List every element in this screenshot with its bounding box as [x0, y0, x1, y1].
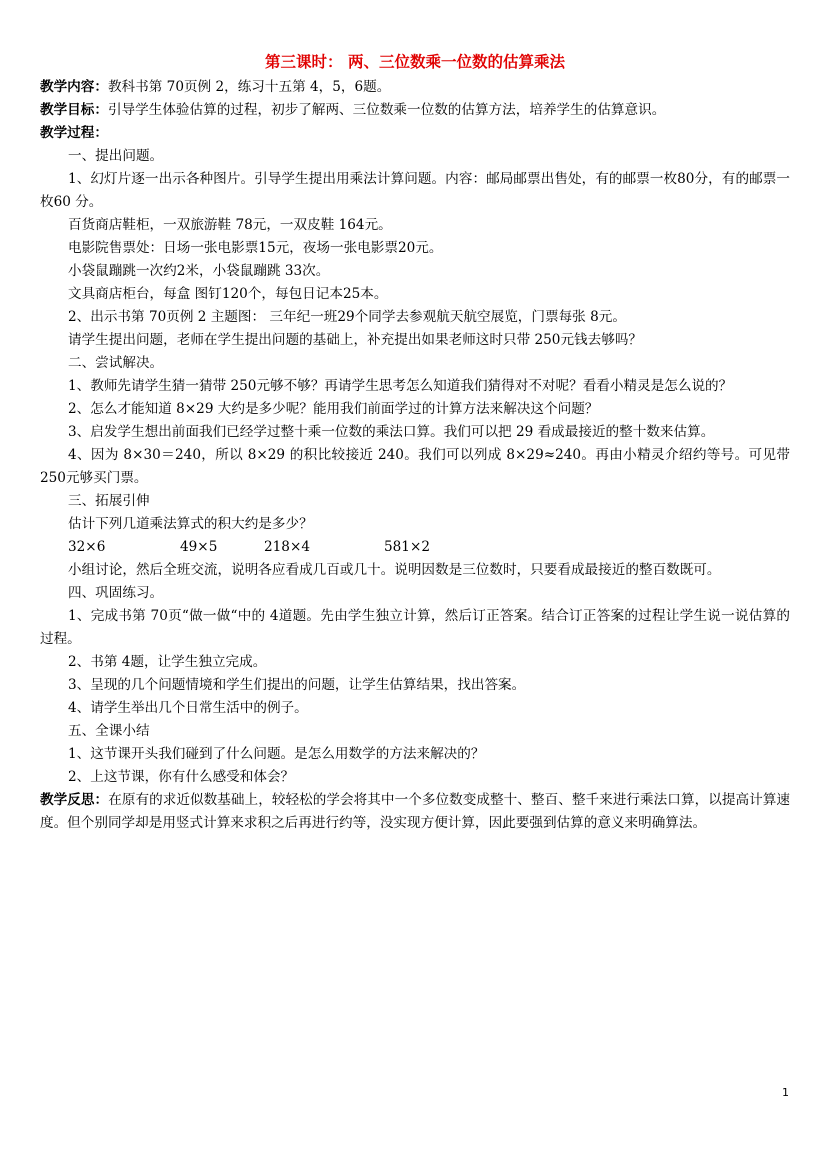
section-3-paragraph: 小组讨论，然后全班交流，说明各应看成几百或几十。说明因数是三位数时，只要看成最接近的整百数既可。 — [68, 562, 721, 578]
expression: 32×6 — [68, 539, 106, 555]
section-1-paragraph: 小袋鼠蹦跳一次约2米，小袋鼠蹦跳 33次。 — [68, 263, 330, 279]
expression: 581×2 — [384, 539, 430, 555]
section-3-paragraph: 估计下列几道乘法算式的积大约是多少？ — [68, 516, 313, 532]
reflection-label: 教学反思： — [40, 792, 109, 808]
expression: 49×5 — [180, 539, 218, 555]
section-2-title: 二、尝试解决。 — [68, 355, 164, 371]
section-5-paragraph: 2、上这节课，你有什么感受和体会？ — [68, 769, 295, 785]
page-title: 第三课时： 两、三位数乘一位数的估算乘法 — [265, 52, 565, 71]
section-4-paragraph: 3、呈现的几个问题情境和学生们提出的问题，让学生估算结果，找出答案。 — [68, 677, 526, 693]
section-1-paragraph: 百货商店鞋柜，一双旅游鞋 78元，一双皮鞋 164元。 — [68, 217, 392, 233]
section-4-paragraph: 4、请学生举出几个日常生活中的例子。 — [68, 700, 308, 716]
goal-label: 教学目标： — [40, 102, 108, 118]
section-4-paragraph: 1、完成书第 70页“做一做“中的 4道题。先由学生独立计算，然后订正答案。结合订正答案的过程让学生说一说估算的过程。 — [40, 608, 790, 647]
expression: 218×4 — [264, 539, 310, 555]
section-1-title: 一、提出问题。 — [68, 148, 164, 164]
expression-row — [40, 536, 790, 559]
section-2-paragraph: 3、启发学生想出前面我们已经学过整十乘一位数的乘法口算。我们可以把 29 看成最接近的整十数来估算。 — [68, 424, 715, 440]
section-5-paragraph: 1、这节课开头我们碰到了什么问题。是怎么用数学的方法来解决的？ — [68, 746, 485, 762]
section-4-title: 四、巩固练习。 — [68, 585, 164, 601]
section-1-paragraph: 电影院售票处：日场一张电影票15元，夜场一张电影票20元。 — [68, 240, 443, 256]
section-3-title: 三、拓展引伸 — [68, 493, 150, 509]
section-1-paragraph: 文具商店柜台，每盒 图钉120个，每包日记本25本。 — [68, 286, 388, 302]
section-2-paragraph: 1、教师先请学生猜一猜带 250元够不够？再请学生思考怎么知道我们猜得对不对呢？看看小精灵是怎么说的？ — [68, 378, 733, 394]
document-page — [40, 50, 790, 835]
section-2-paragraph: 2、怎么才能知道 8×29 大约是多少呢？能用我们前面学过的计算方法来解决这个问题？ — [68, 401, 599, 417]
section-5-title: 五、全课小结 — [68, 723, 150, 739]
process-label: 教学过程： — [40, 125, 108, 141]
content-text: 教科书第 70页例 2，练习十五第 4，5，6题。 — [107, 79, 391, 95]
goal-line — [40, 99, 790, 122]
section-2-paragraph: 4、因为 8×30＝240，所以 8×29 的积比较接近 240。我们可以列成 8×29≈240。再由小精灵介绍约等号。可见带250元够买门票。 — [40, 447, 790, 486]
section-1-paragraph: 2、出示书第 70页例 2 主题图： 三年纪一班29个同学去参观航天航空展览，门票每张 8元。 — [68, 309, 626, 325]
section-4-paragraph: 2、书第 4题，让学生独立完成。 — [68, 654, 267, 670]
page-number: 1 — [782, 1086, 789, 1099]
goal-text: 引导学生体验估算的过程，初步了解两、三位数乘一位数的估算方法，培养学生的估算意识。 — [107, 102, 666, 118]
section-1-paragraph: 请学生提出问题，老师在学生提出问题的基础上，补充提出如果老师这时只带 250元钱去够吗？ — [68, 332, 643, 348]
content-line — [40, 76, 790, 99]
reflection-paragraph — [40, 789, 790, 835]
reflection-text: 在原有的求近似数基础上，较轻松的学会将其中一个多位数变成整十、整百、整千来进行乘法口算，以提高计算速度。但个别同学却是用竖式计算来求积之后再进行约等，没实现方便计算，因此要强到估算的意义来明确算法。 — [40, 792, 790, 831]
content-label: 教学内容： — [40, 79, 108, 95]
section-1-paragraph: 1、幻灯片逐一出示各种图片。引导学生提出用乘法计算问题。内容：邮局邮票出售处，有的邮票一枚80分，有的邮票一枚60 分。 — [40, 171, 790, 210]
